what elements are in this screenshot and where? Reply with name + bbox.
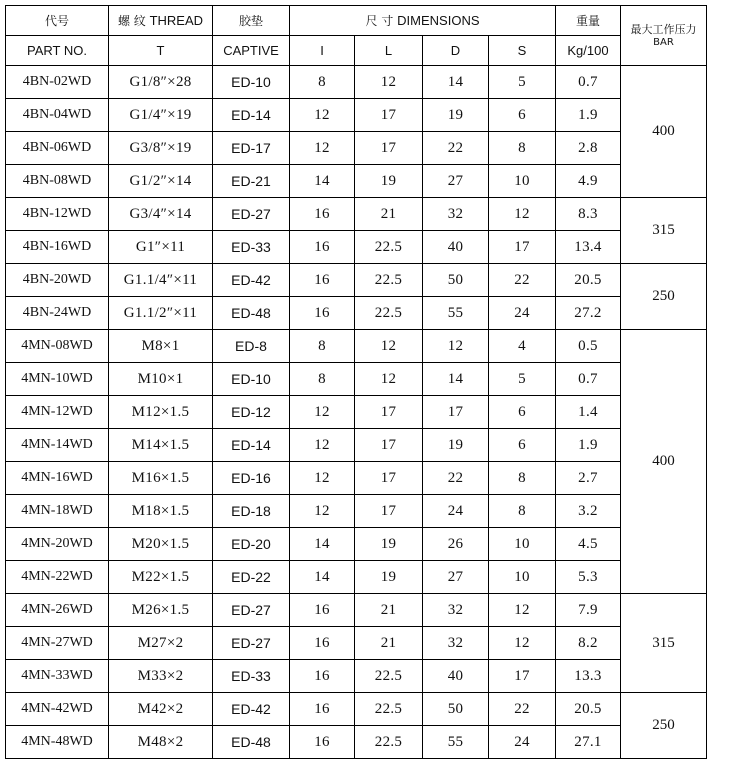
dim-l-cell: 12 xyxy=(355,363,423,396)
weight-cell: 7.9 xyxy=(556,594,621,627)
dim-i-cell: 8 xyxy=(290,363,355,396)
captive-cell: ED-20 xyxy=(213,528,290,561)
part-number-cell: 4MN-10WD xyxy=(6,363,109,396)
thread-cell: M10×1 xyxy=(109,363,213,396)
part-number-cell: 4MN-27WD xyxy=(6,627,109,660)
part-number-cell: 4BN-12WD xyxy=(6,198,109,231)
captive-cell: ED-33 xyxy=(213,660,290,693)
dim-i-cell: 16 xyxy=(290,264,355,297)
captive-header-cn: 胶垫 xyxy=(213,6,290,36)
dim-s-cell: 17 xyxy=(489,660,556,693)
dim-s-cell: 12 xyxy=(489,198,556,231)
dim-d-cell: 50 xyxy=(423,264,489,297)
weight-cell: 0.7 xyxy=(556,363,621,396)
part-number-cell: 4MN-33WD xyxy=(6,660,109,693)
table-row xyxy=(6,528,707,561)
thread-cell: G1/2″×14 xyxy=(109,165,213,198)
weight-cell: 13.4 xyxy=(556,231,621,264)
dim-i-cell: 16 xyxy=(290,660,355,693)
dimensions-header-cn-label: 尺 寸 xyxy=(365,14,394,28)
captive-cell: ED-12 xyxy=(213,396,290,429)
table-row xyxy=(6,264,707,297)
dim-i-header: I xyxy=(290,36,355,66)
captive-header-en: CAPTIVE xyxy=(213,36,290,66)
dim-s-cell: 6 xyxy=(489,429,556,462)
dim-i-cell: 16 xyxy=(290,198,355,231)
captive-cell: ED-21 xyxy=(213,165,290,198)
weight-cell: 20.5 xyxy=(556,693,621,726)
dim-d-cell: 26 xyxy=(423,528,489,561)
weight-cell: 2.8 xyxy=(556,132,621,165)
dim-s-cell: 6 xyxy=(489,99,556,132)
pressure-header xyxy=(621,6,707,66)
thread-cell: G1″×11 xyxy=(109,231,213,264)
max-pressure-cell: 250 xyxy=(621,693,707,759)
table-row xyxy=(6,495,707,528)
dim-s-header: S xyxy=(489,36,556,66)
max-pressure-cell: 400 xyxy=(621,66,707,198)
weight-cell: 1.4 xyxy=(556,396,621,429)
part-number-cell: 4BN-20WD xyxy=(6,264,109,297)
dim-l-header: L xyxy=(355,36,423,66)
captive-cell: ED-14 xyxy=(213,429,290,462)
weight-cell: 27.1 xyxy=(556,726,621,759)
thread-cell: M16×1.5 xyxy=(109,462,213,495)
dim-d-cell: 12 xyxy=(423,330,489,363)
captive-cell: ED-42 xyxy=(213,693,290,726)
max-pressure-cell: 250 xyxy=(621,264,707,330)
dim-d-cell: 27 xyxy=(423,165,489,198)
thread-cell: M22×1.5 xyxy=(109,561,213,594)
dim-l-cell: 22.5 xyxy=(355,660,423,693)
part-number-cell: 4BN-04WD xyxy=(6,99,109,132)
dim-s-cell: 10 xyxy=(489,528,556,561)
table-row xyxy=(6,429,707,462)
dim-i-cell: 12 xyxy=(290,396,355,429)
dim-d-header: D xyxy=(423,36,489,66)
table-row xyxy=(6,363,707,396)
dim-d-cell: 22 xyxy=(423,132,489,165)
dim-s-cell: 8 xyxy=(489,462,556,495)
weight-cell: 4.9 xyxy=(556,165,621,198)
dim-i-cell: 14 xyxy=(290,528,355,561)
dim-d-cell: 24 xyxy=(423,495,489,528)
weight-cell: 8.2 xyxy=(556,627,621,660)
dim-d-cell: 27 xyxy=(423,561,489,594)
thread-cell: M26×1.5 xyxy=(109,594,213,627)
dim-l-cell: 22.5 xyxy=(355,264,423,297)
table-row xyxy=(6,396,707,429)
thread-cell: G1/8″×28 xyxy=(109,66,213,99)
dim-l-cell: 17 xyxy=(355,495,423,528)
dim-d-cell: 55 xyxy=(423,297,489,330)
captive-cell: ED-10 xyxy=(213,363,290,396)
weight-cell: 1.9 xyxy=(556,429,621,462)
thread-header-sub: T xyxy=(109,36,213,66)
thread-header-cn-label: 螺 纹 xyxy=(117,14,146,28)
thread-cell: M14×1.5 xyxy=(109,429,213,462)
table-row xyxy=(6,165,707,198)
dim-l-cell: 17 xyxy=(355,99,423,132)
thread-cell: M18×1.5 xyxy=(109,495,213,528)
dim-l-cell: 21 xyxy=(355,627,423,660)
captive-cell: ED-27 xyxy=(213,198,290,231)
weight-header-cn: 重量 xyxy=(556,6,621,36)
dim-d-cell: 40 xyxy=(423,231,489,264)
captive-cell: ED-48 xyxy=(213,726,290,759)
dim-d-cell: 17 xyxy=(423,396,489,429)
thread-header-cn xyxy=(109,6,213,36)
table-row xyxy=(6,594,707,627)
dim-i-cell: 16 xyxy=(290,726,355,759)
part-number-cell: 4MN-18WD xyxy=(6,495,109,528)
table-row xyxy=(6,132,707,165)
dim-i-cell: 8 xyxy=(290,66,355,99)
captive-cell: ED-18 xyxy=(213,495,290,528)
captive-cell: ED-42 xyxy=(213,264,290,297)
dim-d-cell: 55 xyxy=(423,726,489,759)
dim-d-cell: 32 xyxy=(423,627,489,660)
thread-cell: G3/4″×14 xyxy=(109,198,213,231)
dim-s-cell: 4 xyxy=(489,330,556,363)
dimensions-header-en-label: DIMENSIONS xyxy=(397,13,480,28)
thread-cell: G3/8″×19 xyxy=(109,132,213,165)
dim-s-cell: 17 xyxy=(489,231,556,264)
specification-table xyxy=(5,5,707,759)
dim-i-cell: 16 xyxy=(290,231,355,264)
weight-cell: 2.7 xyxy=(556,462,621,495)
dim-s-cell: 22 xyxy=(489,264,556,297)
dim-l-cell: 17 xyxy=(355,132,423,165)
captive-cell: ED-16 xyxy=(213,462,290,495)
table-row xyxy=(6,66,707,99)
dim-i-cell: 14 xyxy=(290,561,355,594)
thread-cell: M8×1 xyxy=(109,330,213,363)
part-number-cell: 4BN-06WD xyxy=(6,132,109,165)
part-number-cell: 4MN-14WD xyxy=(6,429,109,462)
part-number-cell: 4MN-22WD xyxy=(6,561,109,594)
weight-cell: 0.7 xyxy=(556,66,621,99)
table-row xyxy=(6,561,707,594)
thread-cell: M48×2 xyxy=(109,726,213,759)
dim-l-cell: 19 xyxy=(355,561,423,594)
dim-d-cell: 19 xyxy=(423,99,489,132)
dim-l-cell: 21 xyxy=(355,198,423,231)
dim-i-cell: 16 xyxy=(290,297,355,330)
dim-s-cell: 22 xyxy=(489,693,556,726)
part-number-cell: 4BN-02WD xyxy=(6,66,109,99)
weight-cell: 20.5 xyxy=(556,264,621,297)
dim-i-cell: 12 xyxy=(290,429,355,462)
dim-s-cell: 12 xyxy=(489,594,556,627)
dim-l-cell: 12 xyxy=(355,330,423,363)
dim-l-cell: 19 xyxy=(355,528,423,561)
weight-unit-header: Kg/100 xyxy=(556,36,621,66)
weight-cell: 13.3 xyxy=(556,660,621,693)
dim-d-cell: 22 xyxy=(423,462,489,495)
captive-cell: ED-22 xyxy=(213,561,290,594)
dim-s-cell: 10 xyxy=(489,561,556,594)
dim-l-cell: 17 xyxy=(355,429,423,462)
part-no-header-en: PART NO. xyxy=(6,36,109,66)
dim-i-cell: 16 xyxy=(290,594,355,627)
table-row xyxy=(6,330,707,363)
dim-d-cell: 50 xyxy=(423,693,489,726)
dim-d-cell: 19 xyxy=(423,429,489,462)
dim-s-cell: 6 xyxy=(489,396,556,429)
dim-s-cell: 10 xyxy=(489,165,556,198)
dim-s-cell: 24 xyxy=(489,297,556,330)
captive-cell: ED-17 xyxy=(213,132,290,165)
thread-cell: M33×2 xyxy=(109,660,213,693)
captive-cell: ED-48 xyxy=(213,297,290,330)
thread-header-en-label: THREAD xyxy=(149,13,204,28)
captive-cell: ED-27 xyxy=(213,627,290,660)
dim-i-cell: 12 xyxy=(290,99,355,132)
dim-s-cell: 5 xyxy=(489,66,556,99)
table-row xyxy=(6,297,707,330)
table-row xyxy=(6,693,707,726)
dim-l-cell: 17 xyxy=(355,462,423,495)
thread-cell: G1.1/2″×11 xyxy=(109,297,213,330)
part-number-cell: 4MN-16WD xyxy=(6,462,109,495)
captive-cell: ED-14 xyxy=(213,99,290,132)
pressure-header-unit: BAR xyxy=(653,36,674,48)
dim-l-cell: 17 xyxy=(355,396,423,429)
dim-l-cell: 22.5 xyxy=(355,231,423,264)
dim-l-cell: 21 xyxy=(355,594,423,627)
dimensions-header xyxy=(290,6,556,36)
table-row xyxy=(6,660,707,693)
part-number-cell: 4MN-48WD xyxy=(6,726,109,759)
thread-cell: G1.1/4″×11 xyxy=(109,264,213,297)
table-row xyxy=(6,198,707,231)
dim-l-cell: 22.5 xyxy=(355,297,423,330)
part-number-cell: 4MN-42WD xyxy=(6,693,109,726)
part-number-cell: 4BN-08WD xyxy=(6,165,109,198)
part-number-cell: 4BN-24WD xyxy=(6,297,109,330)
thread-cell: M27×2 xyxy=(109,627,213,660)
dim-l-cell: 12 xyxy=(355,66,423,99)
thread-cell: G1/4″×19 xyxy=(109,99,213,132)
weight-cell: 1.9 xyxy=(556,99,621,132)
max-pressure-cell: 400 xyxy=(621,330,707,594)
table-row xyxy=(6,627,707,660)
dim-d-cell: 40 xyxy=(423,660,489,693)
captive-cell: ED-8 xyxy=(213,330,290,363)
dim-i-cell: 16 xyxy=(290,693,355,726)
dim-s-cell: 12 xyxy=(489,627,556,660)
dim-s-cell: 8 xyxy=(489,495,556,528)
dim-i-cell: 12 xyxy=(290,462,355,495)
max-pressure-cell: 315 xyxy=(621,198,707,264)
dim-d-cell: 32 xyxy=(423,198,489,231)
captive-cell: ED-27 xyxy=(213,594,290,627)
weight-cell: 4.5 xyxy=(556,528,621,561)
part-number-cell: 4BN-16WD xyxy=(6,231,109,264)
weight-cell: 3.2 xyxy=(556,495,621,528)
max-pressure-cell: 315 xyxy=(621,594,707,693)
part-number-cell: 4MN-12WD xyxy=(6,396,109,429)
dim-s-cell: 8 xyxy=(489,132,556,165)
dim-d-cell: 14 xyxy=(423,363,489,396)
table-row xyxy=(6,231,707,264)
thread-cell: M42×2 xyxy=(109,693,213,726)
captive-cell: ED-10 xyxy=(213,66,290,99)
table-row xyxy=(6,99,707,132)
table-row xyxy=(6,726,707,759)
part-number-cell: 4MN-08WD xyxy=(6,330,109,363)
dim-i-cell: 16 xyxy=(290,627,355,660)
weight-cell: 0.5 xyxy=(556,330,621,363)
weight-cell: 5.3 xyxy=(556,561,621,594)
captive-cell: ED-33 xyxy=(213,231,290,264)
dim-i-cell: 14 xyxy=(290,165,355,198)
weight-cell: 27.2 xyxy=(556,297,621,330)
dim-d-cell: 32 xyxy=(423,594,489,627)
dim-l-cell: 19 xyxy=(355,165,423,198)
weight-cell: 8.3 xyxy=(556,198,621,231)
dim-i-cell: 12 xyxy=(290,132,355,165)
dim-d-cell: 14 xyxy=(423,66,489,99)
dim-s-cell: 5 xyxy=(489,363,556,396)
dim-l-cell: 22.5 xyxy=(355,726,423,759)
dim-l-cell: 22.5 xyxy=(355,693,423,726)
dim-i-cell: 8 xyxy=(290,330,355,363)
part-number-cell: 4MN-26WD xyxy=(6,594,109,627)
part-number-cell: 4MN-20WD xyxy=(6,528,109,561)
part-no-header-cn: 代号 xyxy=(6,6,109,36)
dim-i-cell: 12 xyxy=(290,495,355,528)
thread-cell: M12×1.5 xyxy=(109,396,213,429)
table-row xyxy=(6,462,707,495)
dim-s-cell: 24 xyxy=(489,726,556,759)
pressure-header-cn: 最大工作压力 xyxy=(630,22,697,36)
thread-cell: M20×1.5 xyxy=(109,528,213,561)
